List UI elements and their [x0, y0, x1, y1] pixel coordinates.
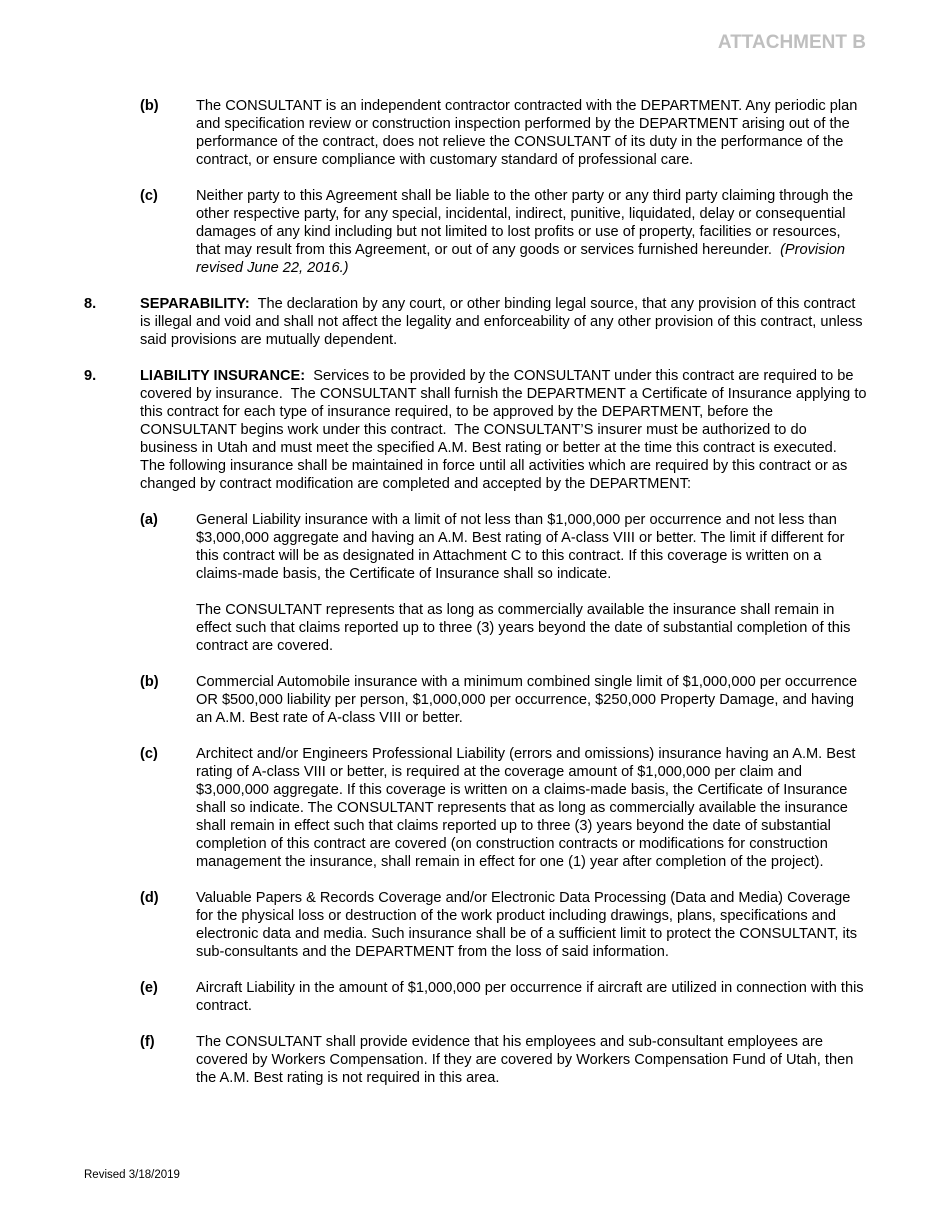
section-title: SEPARABILITY:: [140, 296, 250, 312]
subsection-b-independent-contractor: [84, 97, 868, 169]
general-liability-continuation: The CONSULTANT represents that as long as commercially available the insurance shall remain in effect such that claims reported up to three (3) years beyond the date of substantial completion of this contract are covered.: [196, 602, 851, 654]
document-body: [84, 97, 871, 1105]
subsection-text: Valuable Papers & Records Coverage and/or Electronic Data Processing (Data and Media) Coverage for the physical loss or destruction of the work product including drawings, plans, specifications and electronic data and media. Such insurance shall be of a sufficient limit to protect the CONSULTANT, its sub-consultants and the DEPARTMENT from the loss of said information.: [196, 890, 858, 960]
section-text: The declaration by any court, or other binding legal source, that any provision of this contract is illegal and void and shall not affect the legality and enforceability of any other provision of this contract, unless said provisions are mutually dependent.: [140, 296, 867, 348]
subsection-label: (c): [140, 746, 158, 762]
subsection-label: (f): [140, 1034, 155, 1050]
subsection-a-general-liability: [84, 511, 868, 583]
section-number: 8.: [84, 296, 97, 312]
revision-note: (Provision revised June 22, 2016.): [196, 242, 845, 276]
attachment-header: ATTACHMENT B: [717, 32, 866, 53]
subsection-f-workers-compensation: [84, 1033, 868, 1087]
section-number: 9.: [84, 368, 97, 384]
subsection-label: (a): [140, 512, 158, 528]
section-text: Services to be provided by the CONSULTANT under this contract are required to be covered by insurance. The CONSULTANT shall furnish the DEPARTMENT a Certificate of Insurance applying to this contract for each type of insurance required, to be approved by the DEPARTMENT, before the CONSULTANT begins work under this contract. The CONSULTANT’S insurer must be authorized to do business in Utah and must meet the specified A.M. Best rating or better at the time this contract is executed. The following insurance shall be maintained in force until all activities which are required by this contract or as changed by contract modification are completed and accepted by the DEPARTMENT:: [140, 368, 871, 492]
subsection-text: Aircraft Liability in the amount of $1,000,000 per occurrence if aircraft are utilized in connection with this contract.: [196, 980, 864, 1014]
subsection-label: (b): [140, 98, 159, 114]
revision-footer: Revised 3/18/2019: [84, 1169, 180, 1181]
subsection-label: (c): [140, 188, 158, 204]
subsection-label: (b): [140, 674, 159, 690]
subsection-b-automobile: [84, 673, 868, 727]
subsection-c-professional-liability: [84, 745, 868, 871]
section-title: LIABILITY INSURANCE:: [140, 368, 306, 384]
section-8-separability: [84, 295, 868, 349]
subsection-c-damages: [84, 187, 868, 277]
subsection-d-valuable-papers: [84, 889, 868, 961]
section-9-liability-insurance: [84, 367, 871, 493]
subsection-text: The CONSULTANT shall provide evidence that his employees and sub-consultant employees are covered by Workers Compensation. If they are covered by Workers Compensation Fund of Utah, then the A.M. Best rating is not required in this area.: [196, 1034, 854, 1086]
subsection-text: Neither party to this Agreement shall be liable to the other party or any third party claiming through the other respective party, for any special, incidental, indirect, punitive, liquidated, delay or consequential damages of any kind including but not limited to lost profits or use of property, facilities or resources, that may result from this Agreement, or out of any goods or services furnished hereunder.: [196, 188, 858, 258]
subsection-label: (d): [140, 890, 159, 906]
subsection-text: Architect and/or Engineers Professional Liability (errors and omissions) insurance having an A.M. Best rating of A-class VIII or better, is required at the coverage amount of $1,000,000 per claim and $3,000,000 aggregate. If this coverage is written on a claims-made basis, the Certificate of Insurance shall so indicate. The CONSULTANT represents that as long as commercially available the insurance shall remain in effect such that claims reported up to three (3) years beyond the date of substantial completion of this contract are covered (on construction contracts or modifications for construction management the insurance, shall remain in effect for one (1) year after completion of the project).: [196, 746, 856, 870]
subsection-text: General Liability insurance with a limit of not less than $1,000,000 per occurrence and not less than $3,000,000 aggregate and having an A.M. Best rating of A-class VIII or better. The limit if different for this contract will be as designated in Attachment C to this contract. If this coverage is written on a claims-made basis, the Certificate of Insurance shall so indicate.: [196, 512, 845, 582]
subsection-label: (e): [140, 980, 158, 996]
subsection-text: Commercial Automobile insurance with a minimum combined single limit of $1,000,000 per occurrence OR $500,000 liability per person, $1,000,000 per occurrence, $250,000 Property Damage, and having an A.M. Best rate of A-class VIII or better.: [196, 674, 858, 726]
subsection-text: The CONSULTANT is an independent contractor contracted with the DEPARTMENT. Any periodic plan and specification review or construction inspection performed by the DEPARTMENT arising out of the performance of the contract, does not relieve the CONSULTANT of its duty in the performance of the contract, or ensure compliance with customary standard of professional care.: [196, 98, 858, 168]
subsection-e-aircraft-liability: [84, 979, 868, 1015]
